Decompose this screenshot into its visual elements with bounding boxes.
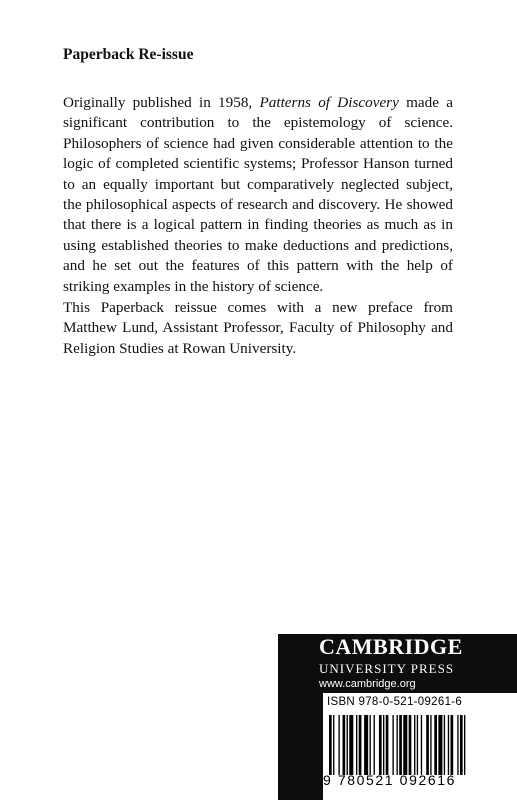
book-title: Patterns of Discovery xyxy=(259,94,399,111)
description-paragraph xyxy=(63,93,453,297)
barcode-bar xyxy=(403,715,407,775)
barcode-bar xyxy=(399,715,402,775)
barcode-bar xyxy=(451,715,454,775)
barcode-bar xyxy=(338,715,339,775)
barcode-bar xyxy=(409,715,412,775)
publisher-website: www.cambridge.org xyxy=(319,678,416,690)
para1-body: made a significant contribution to the epistemology of science. Philosophers of science had given considerable attention to the logic of completed scientific systems; Professor Hanson turned to an equally important but comparatively neglected subject, the philosophical aspects of research and discovery. He showed that there is a logical pattern in finding theories as much as in using established theories to make deductions and predictions, and he set out the features of this pattern with the help of striking examples in the history of science. xyxy=(63,94,453,295)
barcode-bar xyxy=(383,715,384,775)
isbn-label: ISBN 978-0-521-09261-6 xyxy=(327,696,463,708)
barcode-bar xyxy=(386,715,389,775)
barcode-bar xyxy=(438,715,442,775)
barcode-bar xyxy=(426,715,429,775)
barcode-bar xyxy=(374,715,375,775)
barcode-bar xyxy=(434,715,437,775)
barcode-panel xyxy=(323,693,517,800)
barcode-bar xyxy=(379,715,382,775)
section-heading: Paperback Re-issue xyxy=(63,46,194,63)
barcode-bar xyxy=(457,715,458,775)
barcode-bar xyxy=(392,715,393,775)
barcode-bar xyxy=(370,715,371,775)
barcode-bar xyxy=(430,715,431,775)
barcode-bar xyxy=(333,715,334,775)
barcode-bar xyxy=(464,715,465,775)
barcode-bar xyxy=(343,715,346,775)
reissue-paragraph: This Paperback reissue comes with a new preface from Matthew Lund, Assistant Professor, Faculty of Philosophy and Religion Studies at Rowan University. xyxy=(63,299,453,357)
publisher-press: UNIVERSITY PRESS xyxy=(319,661,455,676)
barcode-digits: 9 780521 092616 xyxy=(323,772,456,788)
publisher-name: CAMBRIDGE xyxy=(319,634,463,659)
para1-intro: Originally published in 1958, xyxy=(63,94,260,111)
barcode-bar xyxy=(460,715,463,775)
barcode-bar xyxy=(359,715,362,775)
barcode-bar xyxy=(421,715,422,775)
barcode-bar xyxy=(448,715,449,775)
barcode-bar xyxy=(356,715,357,775)
barcode-bar xyxy=(349,715,353,775)
barcode-icon xyxy=(329,715,511,777)
barcode-bar xyxy=(444,715,445,775)
barcode-bar xyxy=(417,715,418,775)
barcode-bar xyxy=(329,715,332,775)
barcode-bar xyxy=(414,715,415,775)
barcode-bar xyxy=(347,715,348,775)
barcode-bar xyxy=(364,715,368,775)
barcode-bar xyxy=(397,715,398,775)
